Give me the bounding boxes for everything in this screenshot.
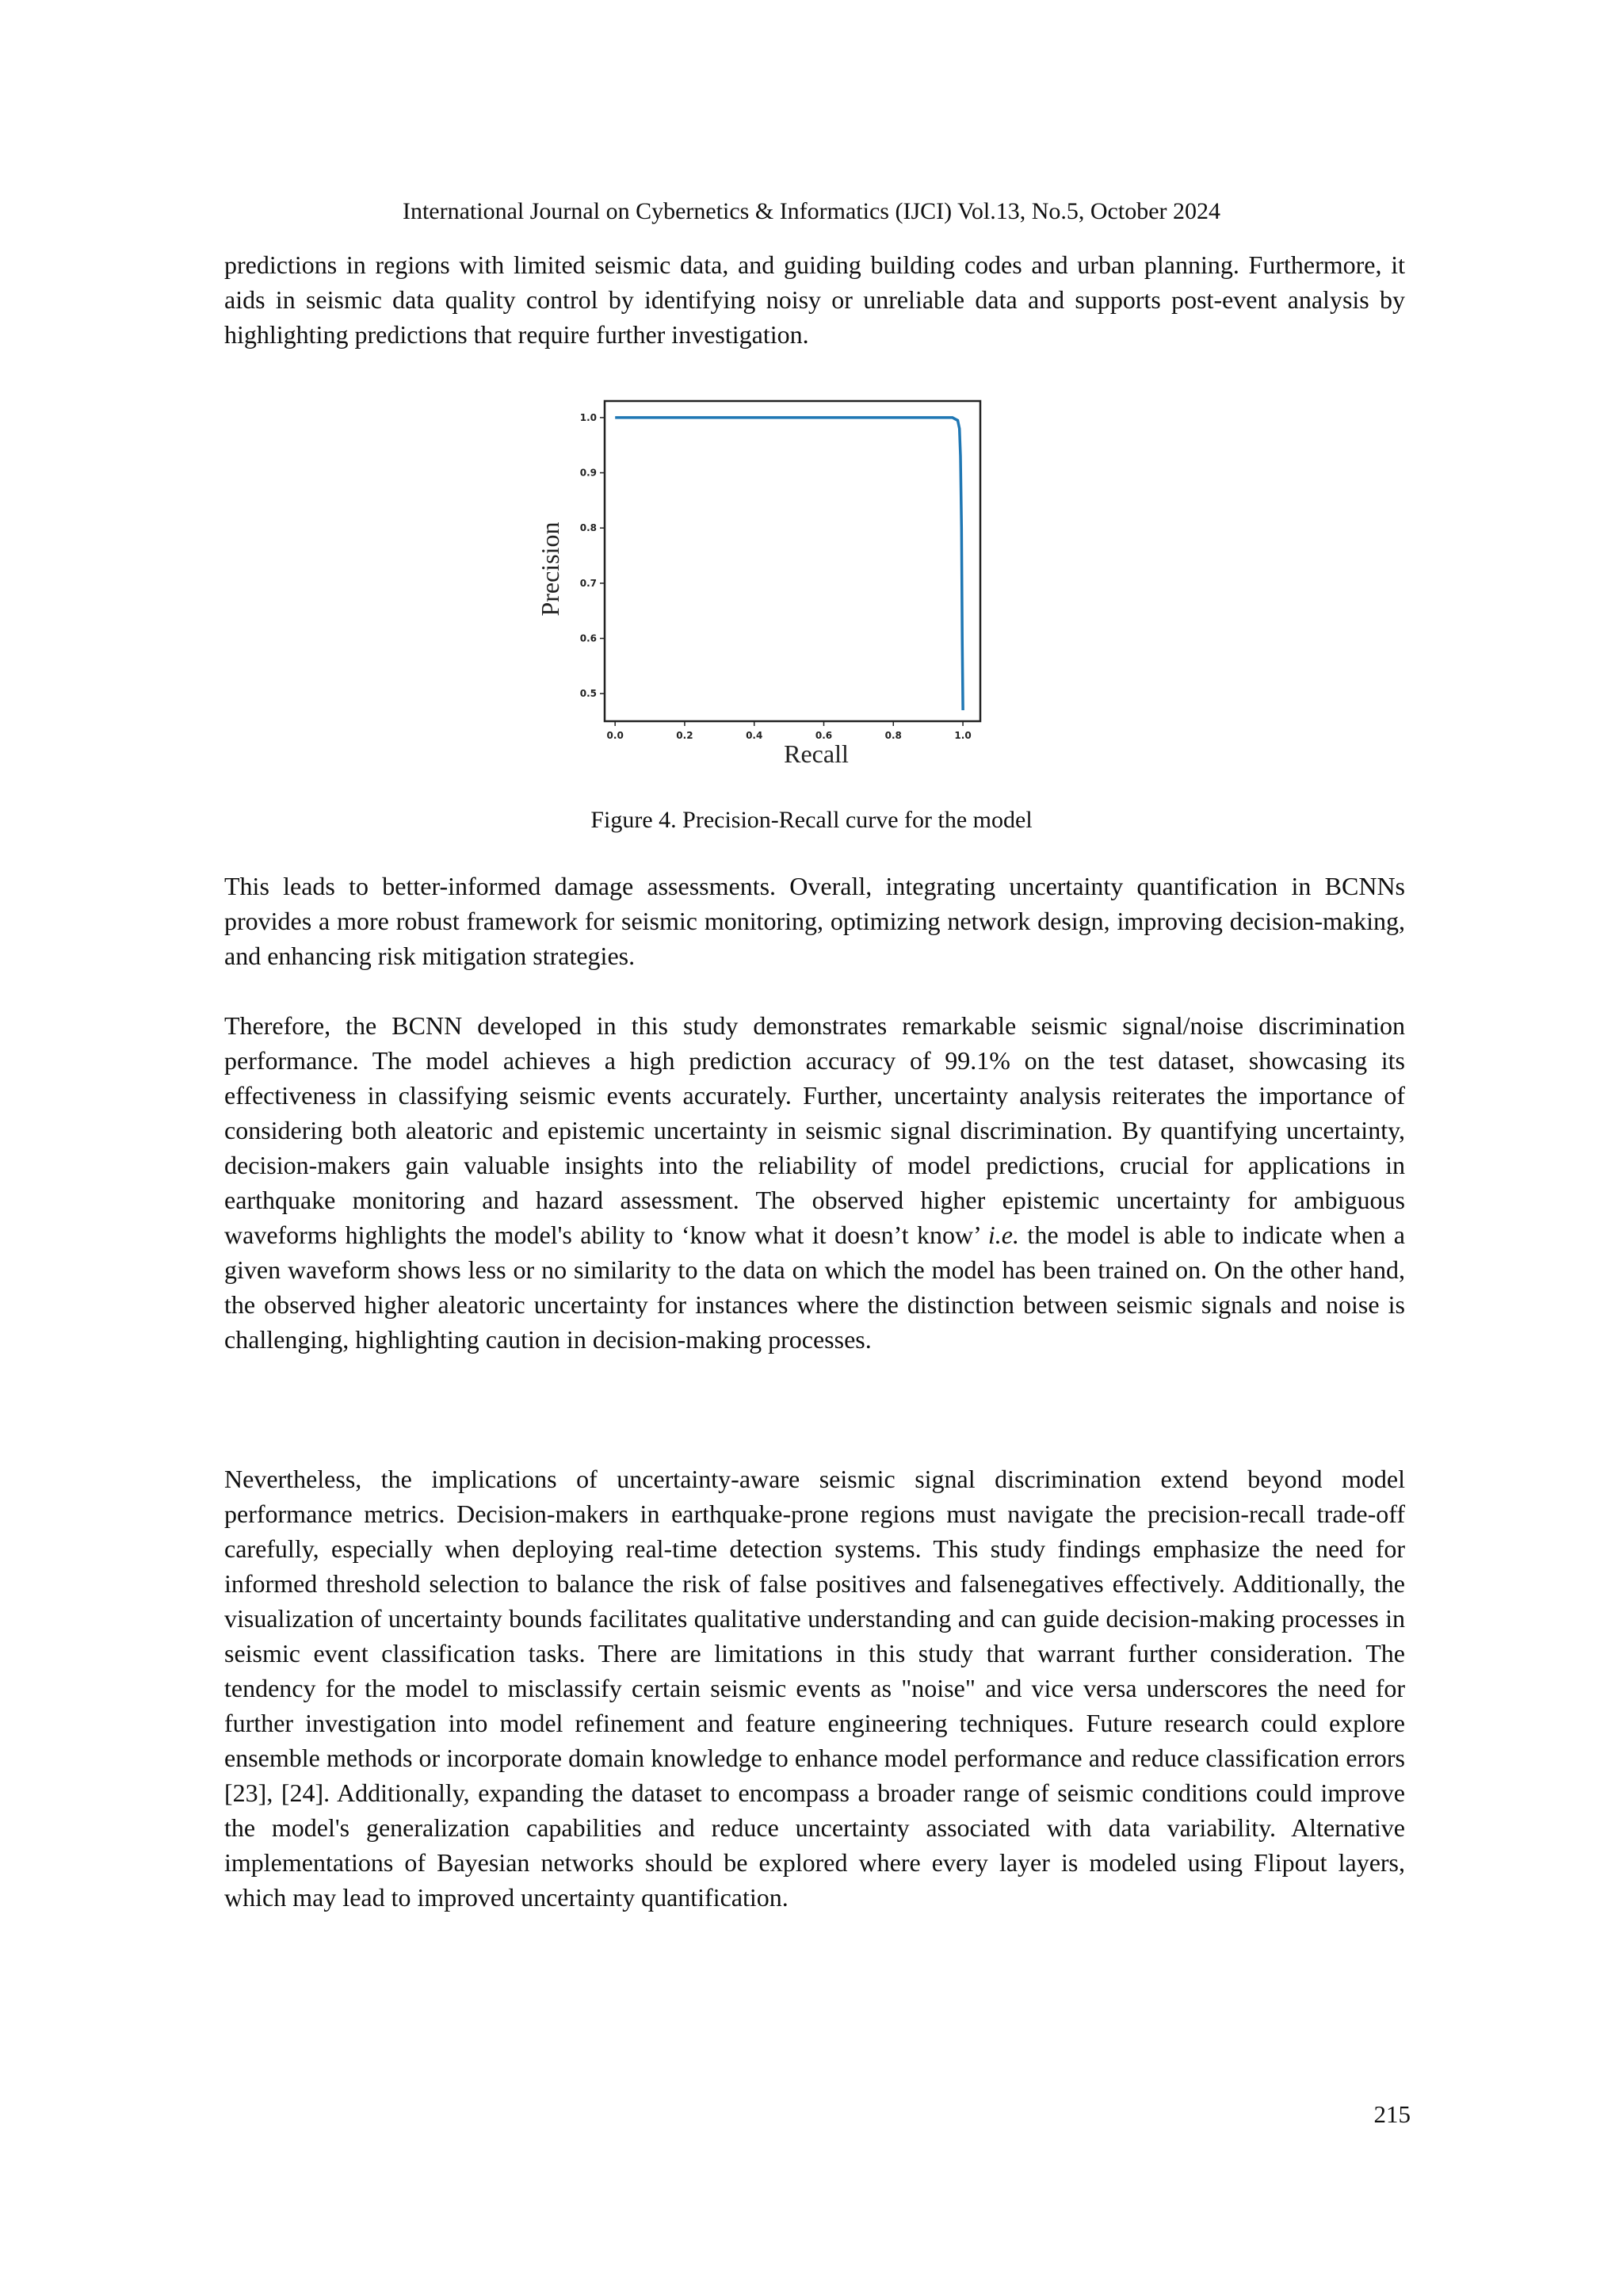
paragraph-conclusions-text-a: Therefore, the BCNN developed in this study demonstrates remarkable seismic signal/noise discrimination performance. The model achieves a high prediction accuracy of 99.1% on the test dataset, showcasing its effectiveness in classifying seismic events accurately. Further, uncertainty analysis reiterates the importance of considering both aleatoric and epistemic uncertainty in seismic signal discrimination. By quantifying uncertainty, decision-makers gain valuable insights into the reliability of model predictions, crucial for applications in earthquake monitoring and hazard assessment. The observed higher epistemic uncertainty for ambiguous waveforms highlights the model's ability to ‘know what it doesn’t know’ <box>224 1011 1405 1249</box>
y-tick-label: 0.6 <box>579 632 597 644</box>
plot-frame <box>605 401 980 721</box>
y-tick-label: 0.5 <box>579 688 597 700</box>
y-tick-label: 1.0 <box>579 411 597 423</box>
paragraph-conclusions <box>224 1008 1405 1357</box>
y-tick-label: 0.8 <box>579 522 597 534</box>
x-tick-label: 0.4 <box>746 730 763 741</box>
figure-caption: Figure 4. Precision-Recall curve for the model <box>590 807 1033 833</box>
x-tick-label: 0.6 <box>815 730 833 741</box>
paragraph-intro: predictions in regions with limited seismic data, and guiding building codes and urban planning. Furthermore, it aids in seismic data quality control by identifying noisy or unreliable data and supports post-event analysis by highlighting predictions that require further investigation. <box>224 250 1405 349</box>
paragraph-conclusions-text-b: the model is able to indicate when a given waveform shows less or no similarity to the data on which the model has been trained on. On the other hand, the observed higher aleatoric uncertainty for instances where the distinction between seismic signals and noise is challenging, highlighting caution in decision-making processes. <box>224 1221 1406 1354</box>
paragraph-implications: Nevertheless, the implications of uncertainty-aware seismic signal discrimination extend beyond model performance metrics. Decision-makers in earthquake-prone regions must navigate the precision-recall trade-off carefully, especially when deploying real-time detection systems. This study findings emphasize the need for informed threshold selection to balance the risk of false positives and falsenegatives effectively. Additionally, the visualization of uncertainty bounds facilitates qualitative understanding and can guide decision-making processes in seismic event classification tasks. There are limitations in this study that warrant further consideration. The tendency for the model to misclassify certain seismic events as "noise" and vice versa underscores the need for further investigation into model refinement and feature engineering techniques. Future research could explore ensemble methods or incorporate domain knowledge to enhance model performance and reduce classification errors [23], [24]. Additionally, expanding the dataset to encompass a broader range of seismic conditions could improve the model's generalization capabilities and reduce uncertainty associated with data variability. Alternative implementations of Bayesian networks should be explored where every layer is modeled using Flipout layers, which may lead to improved uncertainty quantification. <box>224 1465 1405 1912</box>
x-tick-label: 0.8 <box>884 730 902 741</box>
paragraph-assessments: This leads to better-informed damage assessments. Overall, integrating uncertainty quantification in BCNNs provides a more robust framework for seismic monitoring, optimizing network design, improving decision-making, and enhancing risk mitigation strategies. <box>224 872 1405 970</box>
page-number: 215 <box>1373 2100 1411 2128</box>
x-axis-label: Recall <box>784 739 849 768</box>
x-tick-label: 1.0 <box>954 730 972 741</box>
x-tick-label: 0.2 <box>676 730 693 741</box>
pr-chart <box>523 380 1046 777</box>
y-tick-label: 0.9 <box>579 467 597 479</box>
figure-pr-curve <box>523 380 1046 777</box>
y-tick-label: 0.7 <box>579 577 597 589</box>
x-tick-label: 0.0 <box>606 730 624 741</box>
running-header: International Journal on Cybernetics & Informatics (IJCI) Vol.13, No.5, October 2024 <box>402 198 1220 224</box>
ie-abbreviation: i.e. <box>987 1221 1019 1249</box>
y-axis-label: Precision <box>536 521 564 617</box>
